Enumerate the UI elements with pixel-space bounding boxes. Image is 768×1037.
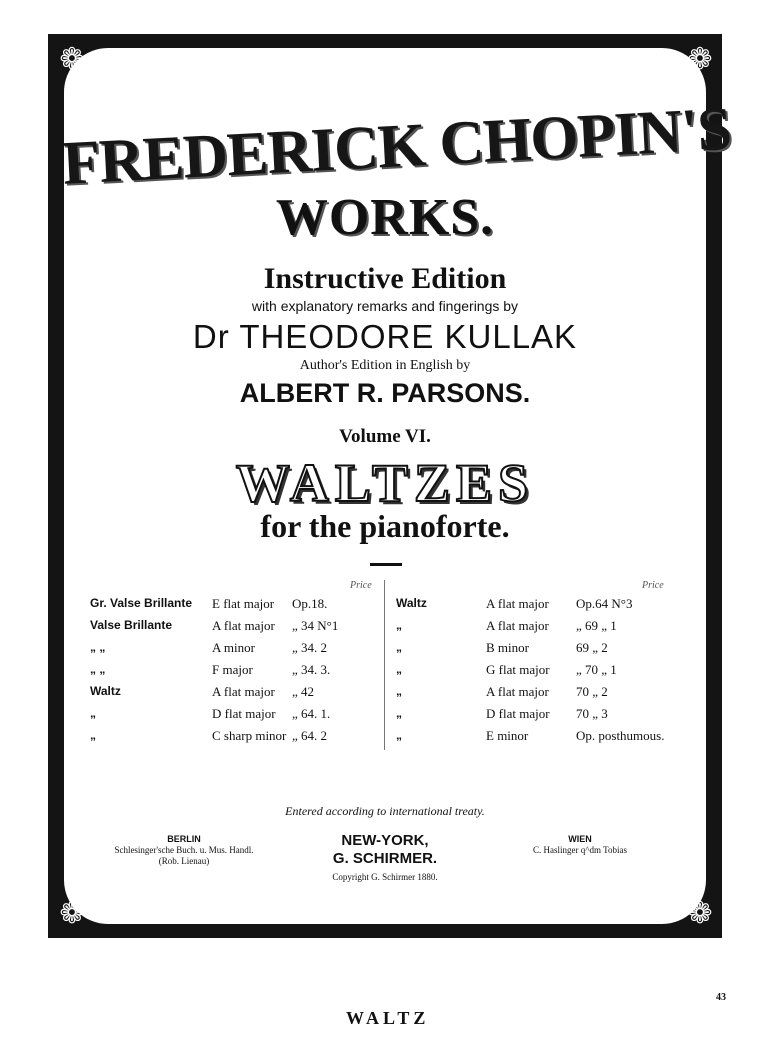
list-item-opus: 69 „ 2: [576, 640, 608, 655]
divider: [370, 563, 402, 566]
authors-edition-line: Author's Edition in English by: [299, 358, 471, 373]
editor-name: Dr THEODORE KULLAK: [192, 318, 578, 355]
list-item-opus: Op. posthumous.: [576, 728, 665, 743]
berlin-city: BERLIN: [167, 834, 201, 844]
list-item-key: B minor: [486, 640, 529, 655]
list-item-type: „ „: [90, 640, 106, 654]
list-item-key: F major: [212, 662, 253, 677]
list-item-type: „: [396, 706, 402, 720]
title-composer: FREDERICK CHOPIN'S: [60, 94, 733, 198]
instrument-line: for the pianoforte.: [260, 508, 510, 544]
title-works: WORKS.: [275, 189, 495, 246]
list-item-type: „: [90, 728, 96, 742]
list-item-type: „: [396, 728, 402, 742]
list-item-opus: 70 „ 3: [576, 706, 608, 721]
list-item-opus: 70 „ 2: [576, 684, 608, 699]
list-item-opus: „ 64. 2: [292, 728, 328, 743]
list-item-key: A flat major: [486, 684, 549, 699]
list-item-type: „ „: [90, 662, 106, 676]
list-item-opus: „ 34 N°1: [292, 618, 339, 633]
list-item-key: A flat major: [212, 618, 275, 633]
list-item-opus: „ 42: [292, 684, 315, 699]
list-item-type: Waltz: [396, 596, 427, 610]
list-item-key: D flat major: [486, 706, 550, 721]
list-item-opus: „ 64. 1.: [292, 706, 331, 721]
corner-ornament-icon: ❁: [687, 43, 713, 76]
page-number: 43: [716, 992, 726, 1003]
corner-ornament-icon: ❁: [59, 43, 85, 76]
copyright-line: Copyright G. Schirmer 1880.: [332, 872, 438, 882]
list-item-key: A flat major: [486, 618, 549, 633]
list-item-opus: „ 69 „ 1: [576, 618, 617, 633]
list-item-type: „: [396, 640, 402, 654]
next-page-fragment: WALTZ: [346, 1008, 430, 1028]
list-item-key: G flat major: [486, 662, 550, 677]
list-item-key: A flat major: [212, 684, 275, 699]
volume-label: Volume VI.: [339, 426, 431, 447]
list-item-opus: Op.18.: [292, 596, 328, 611]
publisher-name: G. SCHIRMER.: [332, 850, 438, 867]
subject-title: WALTZES: [235, 453, 535, 513]
list-item-opus: „ 70 „ 1: [576, 662, 617, 677]
list-item-type: „: [90, 706, 96, 720]
publisher-city: NEW-YORK,: [341, 832, 429, 849]
price-label-left: Price: [350, 580, 372, 591]
list-item-key: E flat major: [212, 596, 275, 611]
wien-publisher: C. Haslinger q^dm Tobias: [533, 845, 627, 855]
list-item-key: C sharp minor: [212, 728, 287, 743]
translator-name: ALBERT R. PARSONS.: [239, 378, 531, 408]
list-item-opus: „ 34. 3.: [292, 662, 331, 677]
wien-city: WIEN: [568, 834, 592, 844]
column-divider: [384, 580, 385, 750]
list-item-key: A flat major: [486, 596, 549, 611]
list-item-key: E minor: [486, 728, 529, 743]
corner-ornament-icon: ❁: [687, 897, 713, 930]
list-item-type: „: [396, 618, 402, 632]
edition-label: Instructive Edition: [263, 262, 507, 295]
list-item-key: D flat major: [212, 706, 276, 721]
price-label-right: Price: [642, 580, 664, 591]
list-item-type: Gr. Valse Brillante: [90, 596, 193, 610]
berlin-publisher-note: (Rob. Lienau): [158, 856, 210, 866]
berlin-publisher: Schlesinger'sche Buch. u. Mus. Handl.: [114, 845, 254, 855]
list-item-type: Waltz: [90, 684, 121, 698]
list-item-type: Valse Brillante: [90, 618, 173, 632]
treaty-notice: Entered according to international treaty.: [285, 804, 485, 818]
list-item-opus: „ 34. 2: [292, 640, 328, 655]
remarks-line: with explanatory remarks and fingerings by: [251, 298, 519, 314]
list-item-type: „: [396, 684, 402, 698]
corner-ornament-icon: ❁: [59, 897, 85, 930]
list-item-type: „: [396, 662, 402, 676]
list-item-key: A minor: [212, 640, 255, 655]
list-item-opus: Op.64 N°3: [576, 596, 633, 611]
